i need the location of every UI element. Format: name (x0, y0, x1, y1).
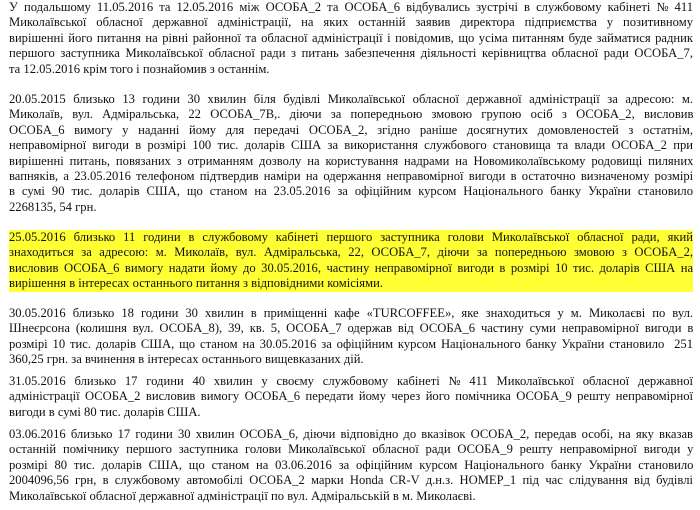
text-line: висловив ОСОБА_6 вимогу надати йому до 30.05.2016, частину неправомірної вигоди в розмірі 10 тис. доларів США на (9, 260, 694, 275)
paragraph-meetings-11-12-may (9, 0, 693, 77)
text-line: вирішенні питань, повязаних з отриманням дозволу на користування надрами на Новомиколаївському родовищі пиляних (9, 153, 694, 168)
text-line: адміністрації ОСОБА_2 висловив вимогу ОСОБА_6 передати йому через його помічника ОСОБА_9 решту неправомірної (9, 389, 693, 404)
text-line: 25.05.2016 близько 11 години в службовому кабінеті першого заступника голови Миколаївської обласної ради, який (9, 230, 693, 244)
text-line: 30.05.2016 близько 18 години 30 хвилин в приміщенні кафе «TURCOFFEE», яке знаходиться у м. Миколаєві по вул. (9, 306, 693, 320)
text-line: У подальшому 11.05.2016 та 12.05.2016 між ОСОБА_2 та ОСОБА_6 відбувались зустрічі в службовому кабінеті № 411 (9, 0, 693, 14)
text-line: першого заступника Миколаївської обласної ради з питань забезпечення діяльності керівництва обласної ради ОСОБА_7, (9, 46, 693, 61)
paragraph-demand-20-may (9, 92, 693, 215)
paragraph-cafe-30-may (9, 306, 693, 368)
paragraph-transfer-03-june (9, 427, 693, 504)
text-line: 31.05.2016 близько 17 години 40 хвилин у своєму службовому кабінеті № 411 Миколаївської обласної державної (9, 374, 693, 388)
text-line: 2004096,56 грн, в службовому автомобілі ОСОБА_2 марки Honda CR-V д.н.з. НОМЕР_1 під час слідування від будівлі (9, 473, 693, 488)
text-line: 03.06.2016 близько 17 години 30 хвилин ОСОБА_6, діючи відповідно до вказівок ОСОБА_2, передав особі, на яку вказав (9, 427, 693, 441)
text-line: знаходиться за адресою: м. Миколаїв, вул. Адміральська, 22, ОСОБА_7, діючи за попередньою змовою з ОСОБА_2, (9, 245, 694, 260)
text-line: та 12.05.2016 крім того і познайомив з останнім. (9, 61, 270, 76)
highlighted-paragraph-25-may (9, 230, 693, 292)
text-line: неправомірної вигоди в розмірі 100 тис. доларів США за використання службового становища та влади ОСОБА_2 при (9, 138, 693, 153)
text-line: розмірі 10 тис. доларів США, що станом на 30.05.2016 за офіційним курсом Національного банку України становило 251 (9, 336, 693, 351)
text-line: розмірі 80 тис. доларів США, що станом на 03.06.2016 за офіційним курсом Національного банку України становило (9, 457, 694, 472)
text-line: вирішення в інтересах останнього питання з відповідними комісіями. (9, 276, 383, 291)
text-line: в сумі 90 тис. доларів США, що станом на 23.05.2016 за офіційним курсом Національного банку України становило (9, 184, 693, 199)
text-line: вапняків, а 23.05.2016 телефоном підтвердив наміри на одержання неправомірної вигоди в остаточно визначеному розмірі (9, 169, 694, 184)
text-line: 2268135, 54 грн. (9, 199, 97, 214)
paragraph-demand-31-may (9, 374, 693, 420)
text-line: Миколаїв, вул. Адміральська, 22 ОСОБА_7В,. діючи за попередньою змовою групою осіб з ОСОБА_2, висловив (9, 107, 694, 122)
text-line: вирішенні його питання на рівні районної та обласної адміністрації і повідомив, що усіма питанням буде займатися радник (9, 30, 693, 45)
text-line: ОСОБА_6 вимогу у наданні йому для передачі ОСОБА_2, згідно раніше досягнутих домовленостей з остатнім, (9, 122, 693, 137)
text-line: Миколаївської обласної державної адміністрації, на яких останній заявив директора підприємства у позитивному (9, 15, 693, 30)
text-line: Миколаївської обласної державної адміністрації по вул. Адміральській в м. Миколаєві. (9, 488, 476, 503)
text-line: 360,25 грн. за вчинення в інтересах останнього вищевказаних дій. (9, 352, 364, 367)
text-line: 20.05.2015 близько 13 години 30 хвилин біля будівлі Миколаївської обласної державної адміністрації за адресою: м. (9, 92, 693, 106)
text-line: вигоди в сумі 80 тис. доларів США. (9, 404, 201, 419)
text-line: останній помічнику першого заступника голови Миколаївської обласної ради ОСОБА_9 решту неправомірної вигоди у (9, 442, 694, 457)
text-line: Шнеєрсона (колишня вул. ОСОБА_8), 39, кв. 5, ОСОБА_7 одержав від ОСОБА_6 частину суми неправомірної вигоди в (9, 321, 694, 336)
